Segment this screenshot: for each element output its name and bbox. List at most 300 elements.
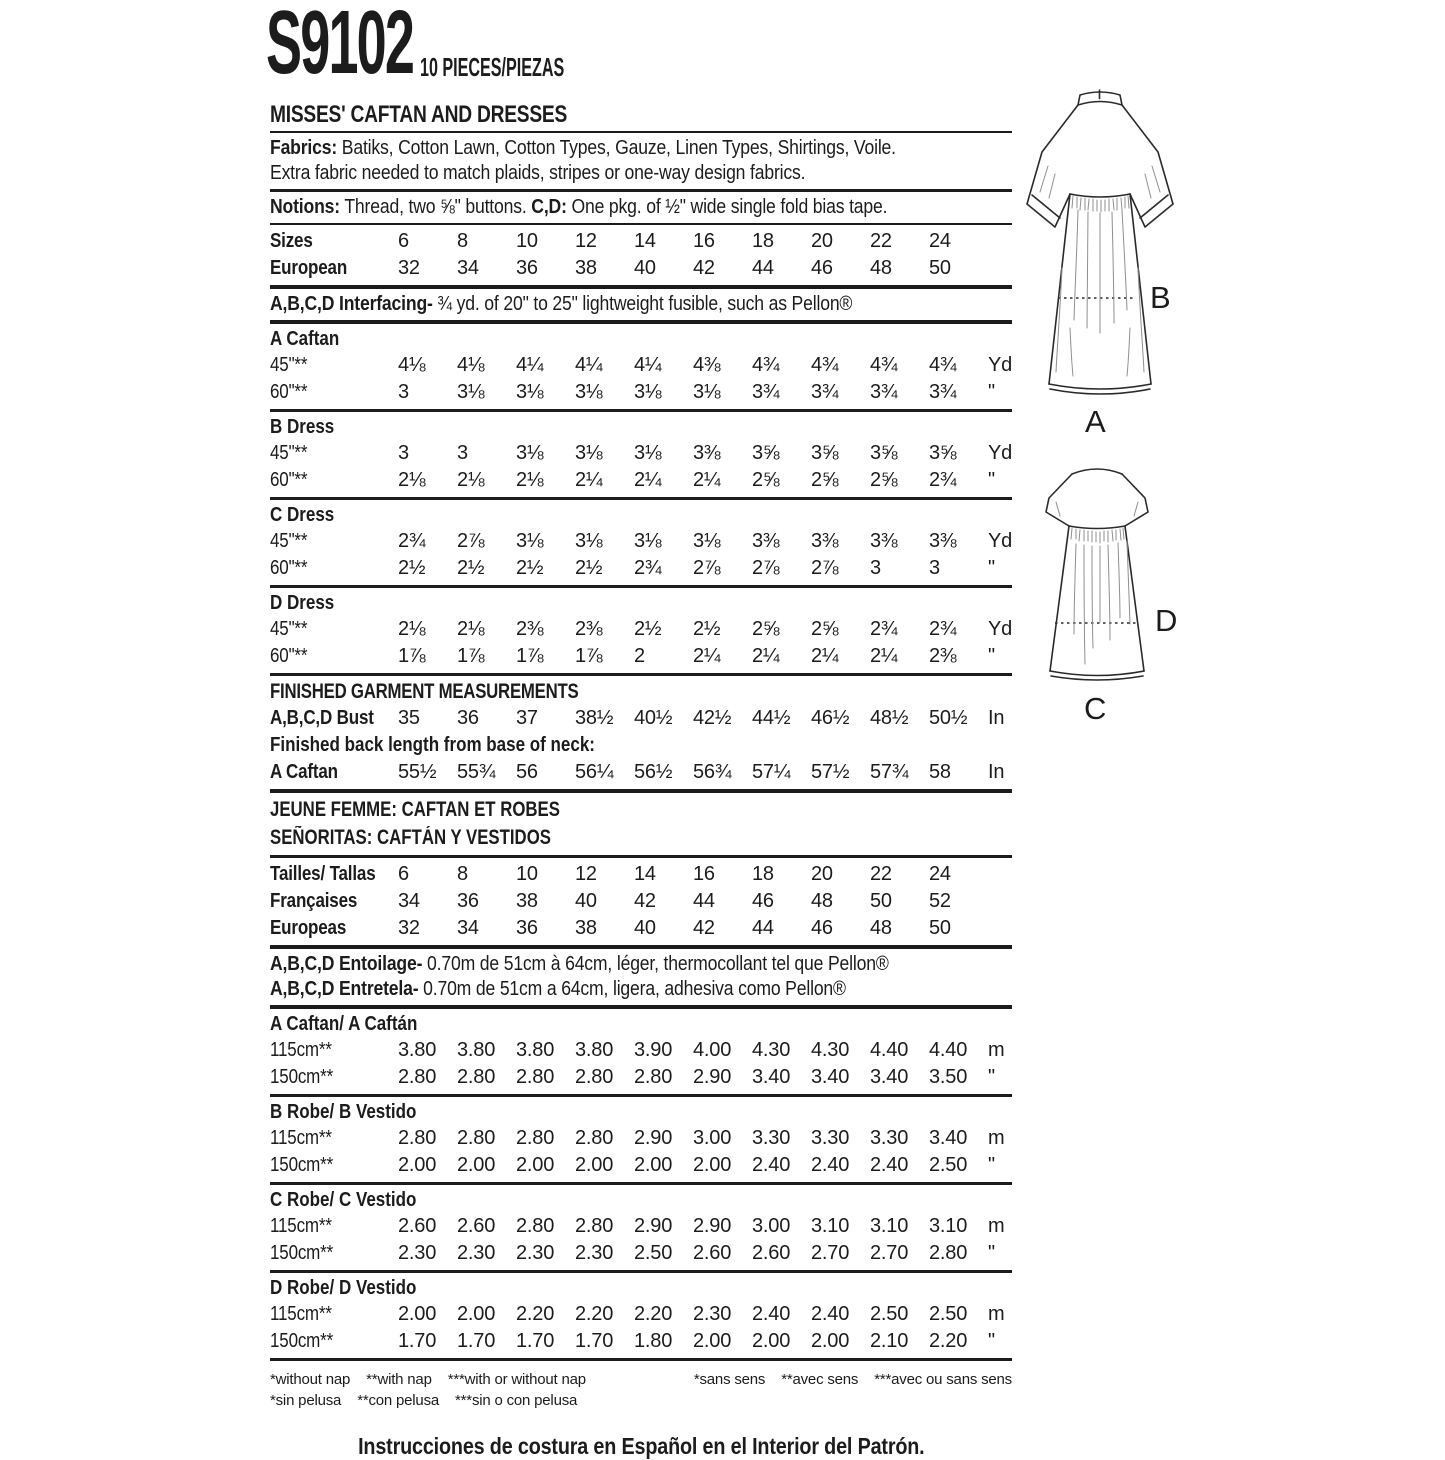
value-cell: 2.60 xyxy=(693,1242,732,1264)
finished-back-length-note: Finished back length from base of neck: xyxy=(270,734,595,756)
value-cell: 6 xyxy=(398,863,409,885)
value-cell: 2.20 xyxy=(575,1303,614,1325)
unit-cell: " xyxy=(988,1066,995,1088)
divider xyxy=(270,855,1012,858)
value-cell: 2.80 xyxy=(398,1066,437,1088)
measurement-row xyxy=(270,440,1012,467)
value-cell: 1.70 xyxy=(575,1330,614,1352)
value-cell: 2.80 xyxy=(929,1242,968,1264)
section-title: C Robe/ C Vestido xyxy=(270,1189,417,1211)
value-cell: 2.60 xyxy=(752,1242,791,1264)
unit-cell: " xyxy=(988,1330,995,1352)
value-cell: 2½ xyxy=(575,557,603,579)
footnote-line-1 xyxy=(270,1369,1012,1390)
measurement-row xyxy=(270,555,1012,582)
footnote-line-2 xyxy=(270,1390,1012,1411)
yardage-section-d-dress xyxy=(270,591,1012,670)
value-cell: 3⅛ xyxy=(516,381,544,403)
value-cell: 3 xyxy=(398,381,409,403)
value-cell: 2.90 xyxy=(693,1066,732,1088)
value-cell: 44 xyxy=(693,890,715,912)
metric-section-a-caftan xyxy=(270,1012,1012,1091)
value-cell: 38 xyxy=(575,257,597,279)
value-cell: 40½ xyxy=(634,707,673,729)
value-cell: 2.10 xyxy=(870,1330,909,1352)
value-cell: 1⅞ xyxy=(398,645,426,667)
value-cell: 3⅛ xyxy=(634,442,662,464)
value-cell: 50½ xyxy=(929,707,968,729)
interfacing-line xyxy=(270,292,1012,317)
value-cell: 24 xyxy=(929,863,951,885)
value-cell: 2.80 xyxy=(575,1215,614,1237)
divider xyxy=(270,285,1012,289)
value-cell: 16 xyxy=(693,230,715,252)
value-cell: 4¾ xyxy=(929,354,957,376)
value-cell: 2.90 xyxy=(693,1215,732,1237)
value-cell: 44 xyxy=(752,917,774,939)
value-cell: 4.40 xyxy=(870,1039,909,1061)
value-cell: 3⅛ xyxy=(693,530,721,552)
value-cell: 16 xyxy=(693,863,715,885)
value-cell: 55¾ xyxy=(457,761,496,783)
value-cell: 3.80 xyxy=(516,1039,555,1061)
spanish-instructions-text: Instrucciones de costura en Español en el Interior del Patrón. xyxy=(357,1433,925,1459)
row-label: Françaises xyxy=(270,890,358,912)
value-cell: 2.00 xyxy=(811,1330,850,1352)
value-cell: 2⅛ xyxy=(516,469,544,491)
footnote: *sin pelusa xyxy=(270,1392,342,1409)
brand-header xyxy=(266,0,1012,102)
value-cell: 3¾ xyxy=(929,381,957,403)
value-cell: 2½ xyxy=(398,557,426,579)
value-cell: 36 xyxy=(457,890,479,912)
value-cell: 2⅞ xyxy=(693,557,721,579)
value-cell: 3 xyxy=(870,557,881,579)
unit-cell: Yd xyxy=(988,354,1013,376)
measurement-row xyxy=(270,1125,1012,1152)
measurement-row xyxy=(270,1328,1012,1355)
footnote: **with nap xyxy=(366,1371,432,1388)
value-cell: 2.40 xyxy=(811,1303,850,1325)
value-cell: 4¾ xyxy=(752,354,780,376)
finished-bust-row xyxy=(270,705,1012,732)
value-cell: 14 xyxy=(634,230,656,252)
value-cell: 20 xyxy=(811,863,833,885)
row-label: A Caftan xyxy=(270,761,338,783)
value-cell: 4¾ xyxy=(811,354,839,376)
row-label: 150cm** xyxy=(270,1242,334,1264)
value-cell: 40 xyxy=(575,890,597,912)
metric-rows xyxy=(270,1037,1012,1091)
value-cell: 2.70 xyxy=(870,1242,909,1264)
unit-cell: m xyxy=(988,1215,1005,1237)
value-cell: 8 xyxy=(457,863,468,885)
measurement-row xyxy=(270,528,1012,555)
value-cell: 56¼ xyxy=(575,761,614,783)
value-cell: 52 xyxy=(929,890,951,912)
value-cell: 1⅞ xyxy=(516,645,544,667)
divider xyxy=(270,1094,1012,1097)
value-cell: 24 xyxy=(929,230,951,252)
view-d-label: D xyxy=(1155,603,1178,638)
value-cell: 1.70 xyxy=(516,1330,555,1352)
measurement-row xyxy=(270,467,1012,494)
value-cell: 2.00 xyxy=(752,1330,791,1352)
divider xyxy=(270,131,1012,133)
divider xyxy=(270,320,1012,324)
value-cell: 2¾ xyxy=(929,618,957,640)
value-cell: 2¼ xyxy=(575,469,603,491)
value-cell: 3⅝ xyxy=(870,442,898,464)
notions-text1: Thread, two ⅝" buttons. xyxy=(339,196,532,218)
value-cell: 38½ xyxy=(575,707,614,729)
value-cell: 3.00 xyxy=(752,1215,791,1237)
value-cell: 3¾ xyxy=(870,381,898,403)
row-label: 115cm** xyxy=(270,1127,332,1149)
value-cell: 3¾ xyxy=(752,381,780,403)
value-cell: 2⅜ xyxy=(516,618,544,640)
unit-cell: In xyxy=(988,761,1005,783)
value-cell: 3.10 xyxy=(811,1215,850,1237)
yardage-rows xyxy=(270,528,1012,582)
measurement-row xyxy=(270,379,1012,406)
value-cell: 2½ xyxy=(516,557,544,579)
value-cell: 3⅜ xyxy=(693,442,721,464)
value-cell: 36 xyxy=(516,917,538,939)
notions-cd-label: C,D: xyxy=(531,196,567,218)
value-cell: 2.80 xyxy=(457,1066,496,1088)
value-cell: 50 xyxy=(929,917,951,939)
value-cell: 3⅛ xyxy=(516,442,544,464)
value-cell: 38 xyxy=(516,890,538,912)
unit-cell: " xyxy=(988,1154,995,1176)
divider xyxy=(270,409,1012,412)
value-cell: 2.20 xyxy=(516,1303,555,1325)
measurement-row xyxy=(270,915,1012,942)
metric-section-c-robe xyxy=(270,1188,1012,1267)
row-label: European xyxy=(270,257,348,279)
value-cell: 2.90 xyxy=(634,1215,673,1237)
measurement-chart xyxy=(266,0,1013,1460)
row-label: A,B,C,D Bust xyxy=(270,707,374,729)
row-label: 115cm** xyxy=(270,1215,332,1237)
value-cell: 18 xyxy=(752,230,774,252)
fabrics-line2: Extra fabric needed to match plaids, stripes or one-way design fabrics. xyxy=(270,162,806,184)
value-cell: 2.40 xyxy=(752,1154,791,1176)
row-label: 45"** xyxy=(270,442,308,464)
value-cell: 35 xyxy=(398,707,420,729)
footnotes-spanish xyxy=(270,1390,577,1411)
value-cell: 34 xyxy=(457,917,479,939)
unit-cell: In xyxy=(988,707,1005,729)
value-cell: 3 xyxy=(929,557,940,579)
value-cell: 2.30 xyxy=(516,1242,555,1264)
value-cell: 2⅞ xyxy=(811,557,839,579)
metric-section-b-robe xyxy=(270,1100,1012,1179)
value-cell: 4¼ xyxy=(634,354,662,376)
value-cell: 4⅛ xyxy=(398,354,426,376)
value-cell: 36 xyxy=(516,257,538,279)
value-cell: 2.00 xyxy=(575,1154,614,1176)
value-cell: 2⅛ xyxy=(398,618,426,640)
value-cell: 55½ xyxy=(398,761,437,783)
yardage-section-c-dress xyxy=(270,503,1012,582)
measurement-row xyxy=(270,1152,1012,1179)
value-cell: 3.10 xyxy=(929,1215,968,1237)
metric-section-d-robe xyxy=(270,1276,1012,1355)
value-cell: 2.80 xyxy=(575,1127,614,1149)
value-cell: 2.00 xyxy=(398,1154,437,1176)
value-cell: 2.80 xyxy=(516,1127,555,1149)
value-cell: 58 xyxy=(929,761,951,783)
value-cell: 2.60 xyxy=(457,1215,496,1237)
value-cell: 2⅛ xyxy=(457,469,485,491)
entretela-line xyxy=(270,977,1012,1002)
footnote: **con pelusa xyxy=(357,1392,440,1409)
value-cell: 2⅝ xyxy=(811,618,839,640)
value-cell: 48 xyxy=(811,890,833,912)
value-cell: 10 xyxy=(516,230,538,252)
row-label: 60"** xyxy=(270,557,308,579)
divider xyxy=(270,1358,1012,1361)
value-cell: 3.00 xyxy=(693,1127,732,1149)
value-cell: 4¼ xyxy=(575,354,603,376)
measurement-row xyxy=(270,861,1012,888)
value-cell: 3.40 xyxy=(752,1066,791,1088)
divider xyxy=(270,497,1012,500)
value-cell: 1.70 xyxy=(398,1330,437,1352)
finished-length-row xyxy=(270,759,1012,786)
value-cell: 3⅜ xyxy=(752,530,780,552)
measurement-row xyxy=(270,1064,1012,1091)
metric-rows xyxy=(270,1213,1012,1267)
value-cell: 2.40 xyxy=(752,1303,791,1325)
value-cell: 2⅛ xyxy=(457,618,485,640)
value-cell: 3⅛ xyxy=(634,530,662,552)
value-cell: 2¼ xyxy=(693,469,721,491)
value-cell: 2.80 xyxy=(457,1127,496,1149)
value-cell: 12 xyxy=(575,863,597,885)
value-cell: 3⅜ xyxy=(870,530,898,552)
value-cell: 3.40 xyxy=(870,1066,909,1088)
value-cell: 2⅝ xyxy=(811,469,839,491)
measurement-row xyxy=(270,352,1012,379)
measurement-row xyxy=(270,888,1012,915)
footnote: ***with or without nap xyxy=(447,1371,586,1388)
divider xyxy=(270,189,1012,192)
interfacing-text: ¾ yd. of 20" to 25" lightweight fusible, such as Pellon® xyxy=(432,293,853,315)
row-label: 150cm** xyxy=(270,1330,334,1352)
measurement-row xyxy=(270,616,1012,643)
view-a-label: A xyxy=(1085,404,1106,439)
value-cell: 34 xyxy=(398,890,420,912)
value-cell: 2¼ xyxy=(870,645,898,667)
row-label: 115cm** xyxy=(270,1039,332,1061)
value-cell: 57¾ xyxy=(870,761,909,783)
divider xyxy=(270,789,1012,793)
divider xyxy=(270,223,1012,225)
spanish-instructions-note xyxy=(270,1433,1012,1460)
value-cell: 12 xyxy=(575,230,597,252)
value-cell: 4.00 xyxy=(693,1039,732,1061)
value-cell: 3⅛ xyxy=(575,442,603,464)
row-label: 60"** xyxy=(270,645,308,667)
unit-cell: " xyxy=(988,557,995,579)
value-cell: 2.80 xyxy=(634,1066,673,1088)
value-cell: 2.30 xyxy=(457,1242,496,1264)
value-cell: 3⅛ xyxy=(457,381,485,403)
value-cell: 56½ xyxy=(634,761,673,783)
yardage-rows xyxy=(270,440,1012,494)
metric-rows xyxy=(270,1125,1012,1179)
divider xyxy=(270,673,1012,676)
entoilage-label: A,B,C,D Entoilage- xyxy=(270,953,423,975)
value-cell: 2.40 xyxy=(811,1154,850,1176)
entretela-text: 0.70m de 51cm a 64cm, ligera, adhesiva como Pellon® xyxy=(418,978,846,1000)
row-label: Tailles/ Tallas xyxy=(270,863,376,885)
value-cell: 50 xyxy=(929,257,951,279)
unit-cell: m xyxy=(988,1127,1005,1149)
value-cell: 2.00 xyxy=(634,1154,673,1176)
value-cell: 2.50 xyxy=(929,1154,968,1176)
value-cell: 2.60 xyxy=(398,1215,437,1237)
value-cell: 3 xyxy=(457,442,468,464)
value-cell: 3.80 xyxy=(457,1039,496,1061)
section-title: D Robe/ D Vestido xyxy=(270,1277,417,1299)
value-cell: 2¾ xyxy=(929,469,957,491)
value-cell: 4¾ xyxy=(870,354,898,376)
value-cell: 2.80 xyxy=(516,1066,555,1088)
value-cell: 32 xyxy=(398,257,420,279)
value-cell: 3⅝ xyxy=(811,442,839,464)
yardage-rows xyxy=(270,352,1012,406)
value-cell: 8 xyxy=(457,230,468,252)
value-cell: 3¾ xyxy=(811,381,839,403)
value-cell: 3⅝ xyxy=(752,442,780,464)
value-cell: 32 xyxy=(398,917,420,939)
measurement-row xyxy=(270,643,1012,670)
value-cell: 6 xyxy=(398,230,409,252)
value-cell: 2⅝ xyxy=(870,469,898,491)
entoilage-text: 0.70m de 51cm à 64cm, léger, thermocollant tel que Pellon® xyxy=(422,953,889,975)
entretela-label: A,B,C,D Entretela- xyxy=(270,978,419,1000)
value-cell: 2⅝ xyxy=(752,618,780,640)
measurement-row xyxy=(270,255,1012,282)
value-cell: 2⅞ xyxy=(457,530,485,552)
value-cell: 3.10 xyxy=(870,1215,909,1237)
value-cell: 2⅜ xyxy=(575,618,603,640)
value-cell: 3.40 xyxy=(811,1066,850,1088)
value-cell: 4.40 xyxy=(929,1039,968,1061)
value-cell: 1.70 xyxy=(457,1330,496,1352)
value-cell: 3.30 xyxy=(870,1127,909,1149)
section-title: C Dress xyxy=(270,504,335,526)
pattern-number: S9102 xyxy=(266,0,414,93)
measurement-row xyxy=(270,228,1012,255)
value-cell: 1⅞ xyxy=(457,645,485,667)
finished-measurements-heading: FINISHED GARMENT MEASUREMENTS xyxy=(270,680,579,703)
value-cell: 40 xyxy=(634,917,656,939)
value-cell: 4.30 xyxy=(811,1039,850,1061)
unit-cell: Yd xyxy=(988,530,1013,552)
footnotes xyxy=(270,1369,1012,1411)
value-cell: 3.80 xyxy=(575,1039,614,1061)
value-cell: 2.30 xyxy=(398,1242,437,1264)
value-cell: 18 xyxy=(752,863,774,885)
metric-rows xyxy=(270,1301,1012,1355)
fabrics-line1: Batiks, Cotton Lawn, Cotton Types, Gauze, Linen Types, Shirtings, Voile. xyxy=(337,137,896,159)
value-cell: 3.90 xyxy=(634,1039,673,1061)
footnote: **avec sens xyxy=(781,1371,859,1388)
value-cell: 2.50 xyxy=(634,1242,673,1264)
section-title: A Caftan xyxy=(270,328,340,350)
section-title: B Dress xyxy=(270,416,335,438)
footnote: ***sin o con pelusa xyxy=(455,1392,578,1409)
value-cell: 2¼ xyxy=(752,645,780,667)
notions-text2: One pkg. of ½" wide single fold bias tape. xyxy=(566,196,888,218)
notions-label: Notions: xyxy=(270,196,340,218)
value-cell: 20 xyxy=(811,230,833,252)
value-cell: 2.70 xyxy=(811,1242,850,1264)
value-cell: 2⅛ xyxy=(398,469,426,491)
unit-cell: m xyxy=(988,1303,1005,1325)
value-cell: 2.80 xyxy=(398,1127,437,1149)
value-cell: 42 xyxy=(693,257,715,279)
value-cell: 1⅞ xyxy=(575,645,603,667)
section-title: A Caftan/ A Caftán xyxy=(270,1013,418,1035)
yardage-rows xyxy=(270,616,1012,670)
row-label: 115cm** xyxy=(270,1303,332,1325)
divider xyxy=(270,1270,1012,1273)
measurement-row xyxy=(270,1240,1012,1267)
value-cell: 3⅛ xyxy=(575,530,603,552)
divider xyxy=(270,945,1012,949)
value-cell: 22 xyxy=(870,230,892,252)
value-cell: 3 xyxy=(398,442,409,464)
value-cell: 3⅜ xyxy=(811,530,839,552)
value-cell: 2.50 xyxy=(929,1303,968,1325)
value-cell: 2 xyxy=(634,645,645,667)
value-cell: 44 xyxy=(752,257,774,279)
value-cell: 2⅞ xyxy=(752,557,780,579)
value-cell: 2.00 xyxy=(457,1154,496,1176)
value-cell: 37 xyxy=(516,707,538,729)
row-label: Europeas xyxy=(270,917,347,939)
value-cell: 3.30 xyxy=(752,1127,791,1149)
value-cell: 48½ xyxy=(870,707,909,729)
footnote: ***avec ou sans sens xyxy=(874,1371,1012,1388)
value-cell: 57½ xyxy=(811,761,850,783)
value-cell: 46 xyxy=(811,917,833,939)
value-cell: 2.20 xyxy=(634,1303,673,1325)
unit-cell: " xyxy=(988,381,995,403)
value-cell: 2.40 xyxy=(870,1154,909,1176)
notions-line xyxy=(270,195,1012,220)
divider xyxy=(270,585,1012,588)
value-cell: 38 xyxy=(575,917,597,939)
value-cell: 2.30 xyxy=(693,1303,732,1325)
page-title: MISSES' CAFTAN AND DRESSES xyxy=(270,101,568,128)
value-cell: 42½ xyxy=(693,707,732,729)
value-cell: 2¾ xyxy=(634,557,662,579)
value-cell: 2½ xyxy=(457,557,485,579)
value-cell: 1.80 xyxy=(634,1330,673,1352)
value-cell: 2.50 xyxy=(870,1303,909,1325)
value-cell: 2.00 xyxy=(693,1330,732,1352)
value-cell: 42 xyxy=(693,917,715,939)
row-label: 60"** xyxy=(270,469,308,491)
row-label: 45"** xyxy=(270,530,308,552)
